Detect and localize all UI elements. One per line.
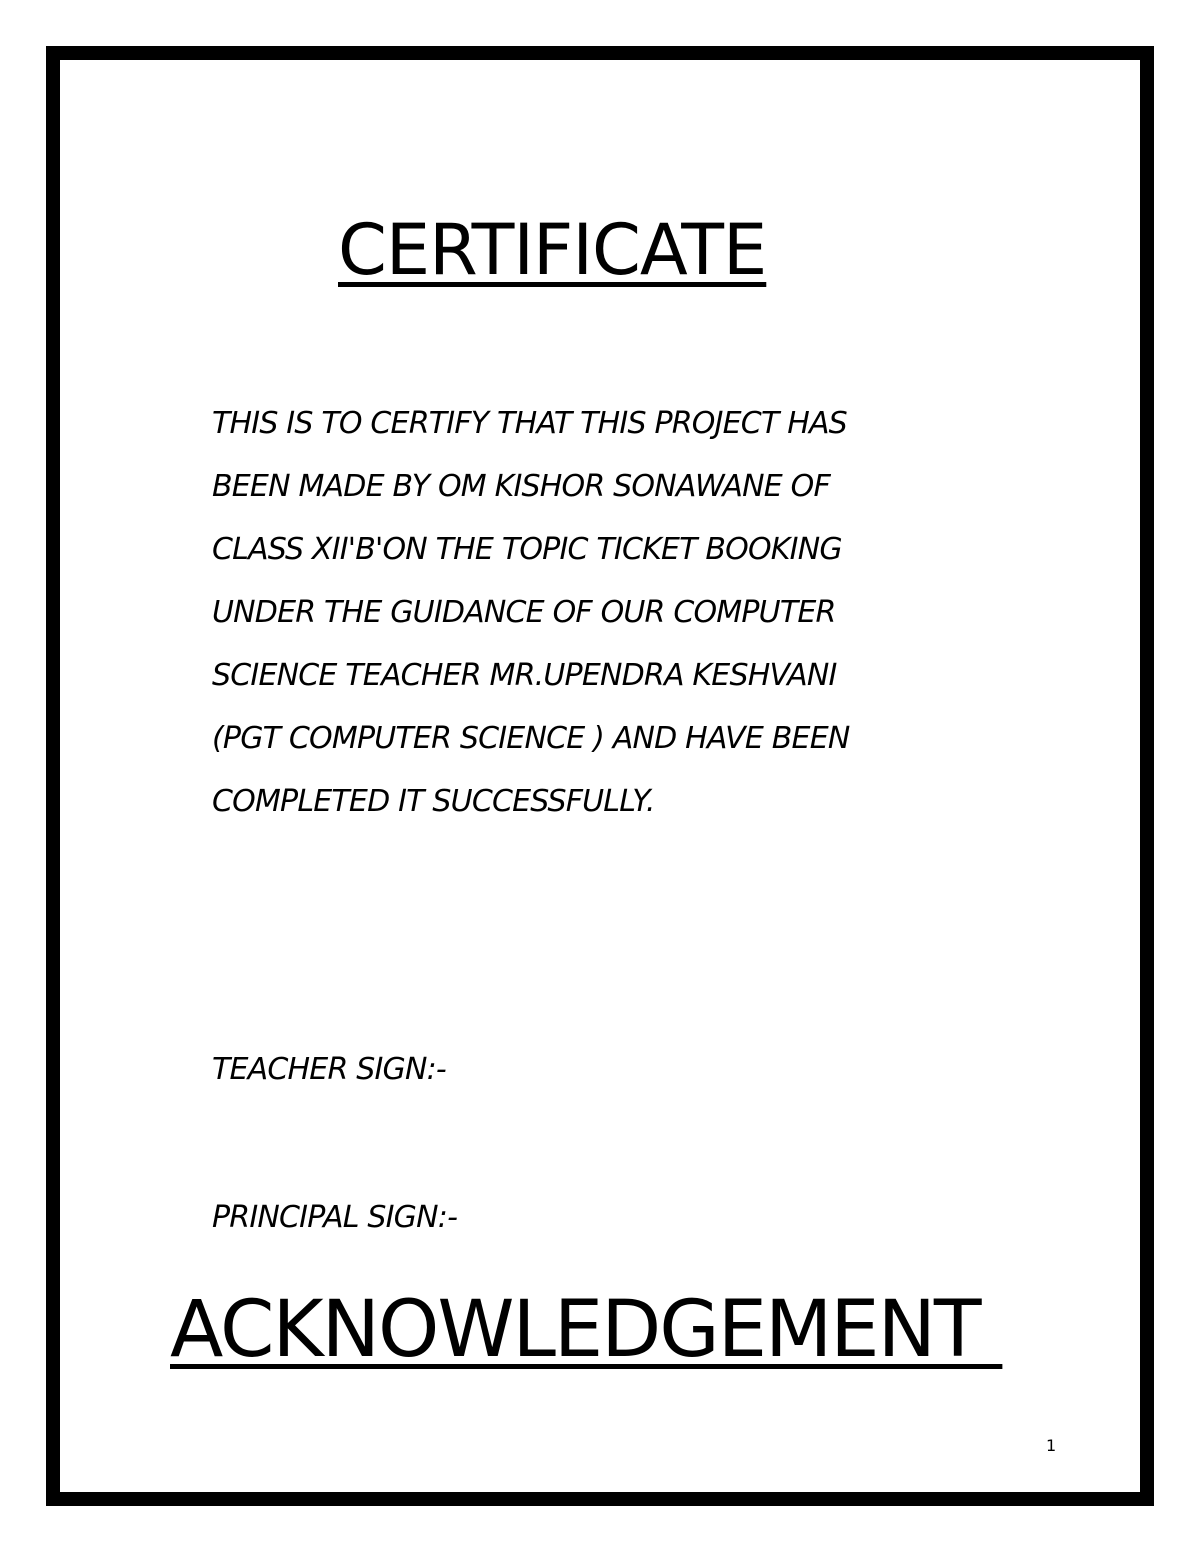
certificate-body (212, 392, 1012, 833)
page-number: 1 (1046, 1436, 1057, 1455)
certificate-body-line: BEEN MADE BY OM KISHOR SONAWANE OF (212, 469, 830, 504)
certificate-title: CERTIFICATE (338, 209, 767, 291)
certificate-body-line: THIS IS TO CERTIFY THAT THIS PROJECT HAS (212, 406, 847, 441)
certificate-body-line: (PGT COMPUTER SCIENCE ) AND HAVE BEEN (212, 721, 850, 756)
principal-sign-label: PRINCIPAL SIGN:- (212, 1200, 458, 1235)
certificate-body-line: SCIENCE TEACHER MR.UPENDRA KESHVANI (212, 658, 837, 693)
certificate-body-line: COMPLETED IT SUCCESSFULLY. (212, 784, 655, 819)
certificate-body-line: CLASS XII'B'ON THE TOPIC TICKET BOOKING (212, 532, 842, 567)
acknowledgement-title: ACKNOWLEDGEMENT (170, 1285, 1003, 1375)
teacher-sign-label: TEACHER SIGN:- (212, 1052, 446, 1087)
certificate-body-line: UNDER THE GUIDANCE OF OUR COMPUTER (212, 595, 836, 630)
